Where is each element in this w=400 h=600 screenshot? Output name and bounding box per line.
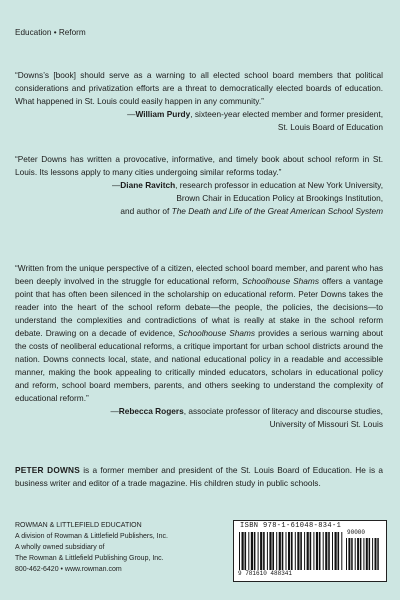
isbn-number: ISBN 978-1-61048-834-1 [240,522,342,530]
attribution-dash: — [127,109,136,119]
barcode-bar [363,538,364,570]
barcode-bar [316,532,318,570]
endorsement-rogers [15,262,383,431]
barcode-bar [348,538,350,570]
barcode-bar [375,538,377,570]
barcode-bar [251,532,253,570]
barcode-bar [291,532,293,570]
barcode-bar [323,532,324,570]
barcode-bar [295,532,296,570]
quote-attribution [15,179,383,218]
barcode-icon [239,532,343,570]
barcode-bar [360,538,362,570]
author-bio [15,464,383,490]
publisher-division: A division of Rowman & Littlefield Publishers, Inc. [15,533,168,540]
barcode-bar [307,532,309,570]
publisher-contact: 800-462-6420 • www.rowman.com [15,566,122,573]
barcode-bar [355,538,356,570]
quote-text-part: “Written from the unique perspective of a citizen, elected school board member, and parent who has been deeply involved in the struggle for educational reform, [15,263,383,286]
author-name: PETER DOWNS [15,465,80,475]
endorser-title: , associate professor of literacy and discourse studies, [183,406,383,416]
quote-attribution [15,405,383,431]
endorsement-ravitch [15,153,383,218]
quote-text: “Peter Downs has written a provocative, informative, and timely book about school reform in St. Louis. Its lessons apply to many cities undergoing similar reforms today.” [15,154,383,177]
barcode-bar [254,532,256,570]
barcode-bar [313,532,314,570]
endorsement-purdy [15,69,383,134]
barcode-bar [338,532,340,570]
endorser-name: William Purdy [135,109,191,119]
barcode-bar [304,532,305,570]
publisher-info [15,520,205,575]
attribution-dash: — [110,406,119,416]
barcode-bar [366,538,368,570]
category-label: Education • Reform [15,28,86,37]
barcode-bar [242,532,244,570]
endorser-title: , sixteen-year elected member and former president, [190,109,383,119]
barcode-bar [341,532,342,570]
publisher-imprint: ROWMAN & LITTLEFIELD EDUCATION [15,522,142,529]
barcode-bar [258,532,259,570]
barcode-bar [319,532,321,570]
publisher-subsidiary: A wholly owned subsidiary of [15,544,105,551]
barcode-bar [332,532,333,570]
endorser-name: Rebecca Rogers [118,406,184,416]
barcode-bar [310,532,312,570]
quote-text: “Downs’s [book] should serve as a warning to all elected school board members that political considerations and privatization efforts are a threat to democratically elected boards of education. What happened in St. Louis could easily happen in any community.” [15,70,383,106]
barcode-bar [335,532,337,570]
barcode-bar [269,532,271,570]
quote-text [15,262,383,405]
endorser-name: Diane Ravitch [120,180,176,190]
barcode-bar [239,532,240,570]
barcode-bar [346,538,347,570]
barcode-bar [372,538,373,570]
price-code: 90000 [347,529,366,536]
barcode-bar [276,532,277,570]
barcode-bar [245,532,247,570]
barcode-bar [248,532,249,570]
barcode-bar [297,532,299,570]
barcode-bar [369,538,371,570]
publisher-group: The Rowman & Littlefield Publishing Group, Inc. [15,555,164,562]
quote-attribution [15,108,383,134]
barcode-bar [272,532,274,570]
book-title: Schoolhouse Shams [178,328,256,338]
barcode-bar [267,532,268,570]
endorser-affiliation: Brown Chair in Education Policy at Brookings Institution, [176,193,383,203]
endorser-affiliation: St. Louis Board of Education [277,122,383,132]
endorser-affiliation: University of Missouri St. Louis [269,419,383,429]
barcode-bar [282,532,284,570]
barcode-bar [279,532,281,570]
barcode-bar [377,538,379,570]
barcode-bar [260,532,262,570]
barcode-digits: 9 781610 488341 [238,570,293,577]
author-bio-text: is a former member and president of the St. Louis Board of Education. He is a business writer and editor of a trade magazine. His children study in public schools. [15,465,383,488]
attribution-dash: — [112,180,121,190]
price-barcode-icon [346,538,380,570]
barcode-bar [325,532,327,570]
barcode-bar [351,538,353,570]
quote-text-part: offers a vantage point that has often been silenced in the scholarship on educational reform. Peter Downs takes the reader into the heart of the school reform debate—the people, the policies, the decisions—to understand the complexities and contradictions of what is really at stake in the school reform debate. Drawing on a decade of evidence, [15,276,383,338]
barcode-bar [300,532,302,570]
barcode-bar [328,532,330,570]
barcode-bar [263,532,265,570]
book-title: Schoolhouse Shams [242,276,319,286]
endorser-book-prefix: and author of [120,206,172,216]
barcode-bar [357,538,359,570]
barcode-bar [286,532,287,570]
endorser-title: , research professor in education at New York University, [175,180,383,190]
endorser-book-title: The Death and Life of the Great American School System [171,206,383,216]
barcode-bar [288,532,290,570]
quote-text-part: provides a serious warning about the costs of neoliberal educational reforms, a critique important for urban school districts around the nation. Downs connects local, state, and national educational policy in a readable and accessible manner, making the book appealing to critically minded educators, scholars in educational policy and reform, school board members, parents, and others seeking to understand the complexity of educational reform.” [15,328,383,403]
isbn-barcode [233,520,387,582]
